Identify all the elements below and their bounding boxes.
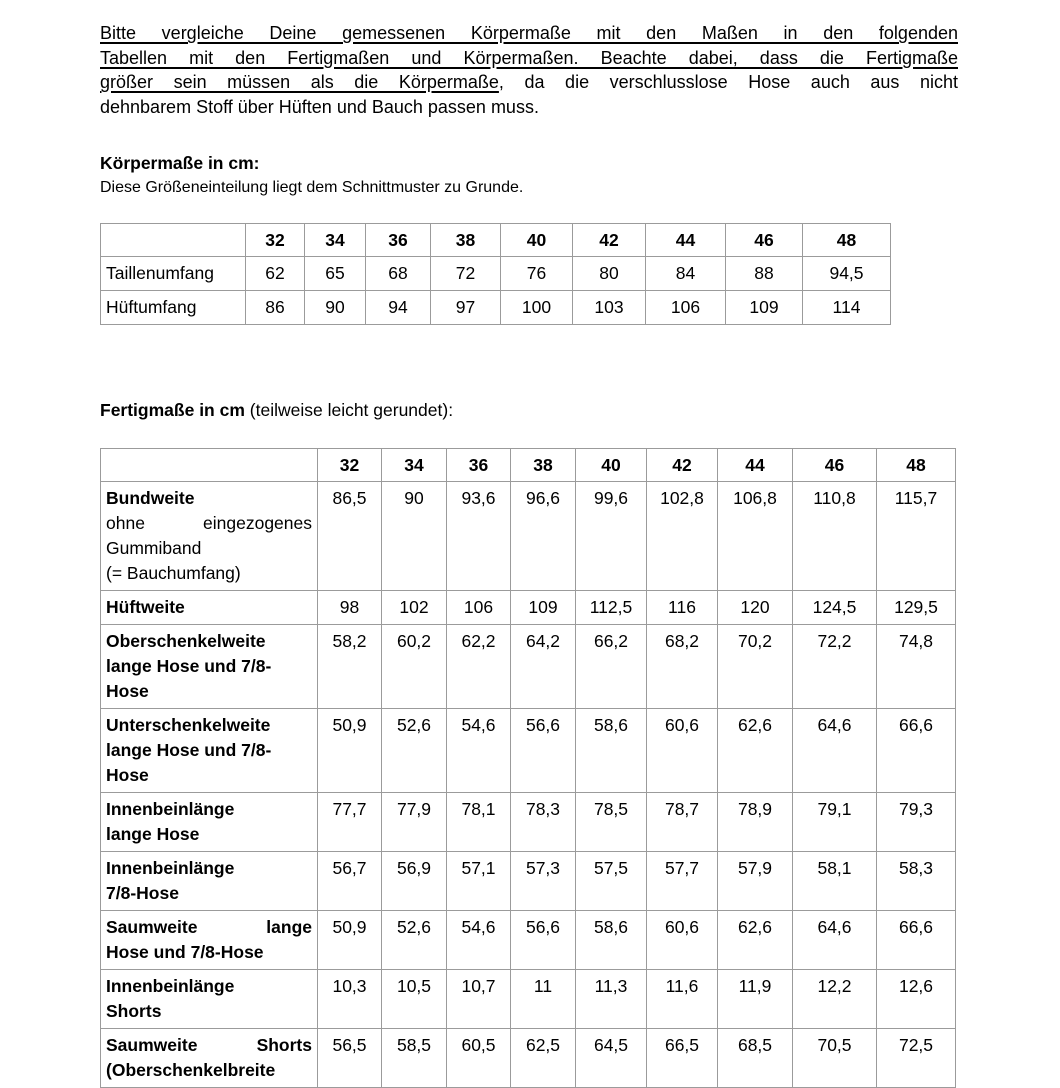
- size-header-cell: 46: [793, 449, 877, 482]
- value-cell: 76: [501, 257, 573, 291]
- row-label-line: Innenbeinlänge: [106, 799, 235, 820]
- value-cell: 80: [573, 257, 646, 291]
- value-cell: 90: [305, 291, 366, 325]
- value-cell: 112,5: [576, 591, 647, 625]
- value-cell: 77,9: [382, 793, 447, 852]
- value-cell: 99,6: [576, 482, 647, 591]
- value-cell: 74,8: [877, 625, 956, 709]
- value-cell: 58,2: [318, 625, 382, 709]
- row-label-cell: [101, 911, 318, 970]
- row-label-cell: [101, 625, 318, 709]
- value-cell: 96,6: [511, 482, 576, 591]
- koerpermasse-table: [100, 223, 891, 325]
- value-cell: 94,5: [803, 257, 891, 291]
- row-label-cell: [101, 482, 318, 591]
- value-cell: 79,1: [793, 793, 877, 852]
- value-cell: 109: [511, 591, 576, 625]
- empty-header-cell: [101, 449, 318, 482]
- table-row: [101, 482, 956, 591]
- row-label-line: Bundweite: [106, 488, 195, 509]
- value-cell: 78,7: [647, 793, 718, 852]
- value-cell: 90: [382, 482, 447, 591]
- row-label-line: Hose: [106, 681, 149, 702]
- value-cell: 78,9: [718, 793, 793, 852]
- empty-header-cell: [101, 224, 246, 257]
- row-label-line: Taillenumfang: [106, 263, 214, 284]
- value-cell: 62,2: [447, 625, 511, 709]
- table-row: [101, 911, 956, 970]
- value-cell: 57,9: [718, 852, 793, 911]
- row-label-line: Innenbeinlänge: [106, 858, 235, 879]
- value-cell: 106,8: [718, 482, 793, 591]
- value-cell: 64,2: [511, 625, 576, 709]
- value-cell: 58,5: [382, 1029, 447, 1088]
- value-cell: 106: [646, 291, 726, 325]
- value-cell: 52,6: [382, 709, 447, 793]
- value-cell: 102,8: [647, 482, 718, 591]
- row-label-line: lange Hose und 7/8-: [106, 656, 272, 677]
- table-row: [101, 970, 956, 1029]
- row-label-line: Oberschenkelweite: [106, 631, 266, 652]
- value-cell: 78,1: [447, 793, 511, 852]
- row-label-line: Shorts: [106, 1001, 162, 1022]
- value-cell: 57,5: [576, 852, 647, 911]
- value-cell: 60,6: [647, 911, 718, 970]
- value-cell: 103: [573, 291, 646, 325]
- table-row: [101, 1029, 956, 1088]
- value-cell: 106: [447, 591, 511, 625]
- size-header-cell: 36: [366, 224, 431, 257]
- size-header-cell: 44: [718, 449, 793, 482]
- size-header-cell: 38: [431, 224, 501, 257]
- row-label-line: Hose: [106, 765, 149, 786]
- size-header-row: [101, 449, 956, 482]
- row-label-line: Saumweite lange: [106, 917, 312, 938]
- value-cell: 60,6: [647, 709, 718, 793]
- value-cell: 60,2: [382, 625, 447, 709]
- size-header-cell: 40: [576, 449, 647, 482]
- value-cell: 11: [511, 970, 576, 1029]
- table-row: [101, 291, 891, 325]
- value-cell: 10,7: [447, 970, 511, 1029]
- fertigmasse-heading-note: (teilweise leicht gerundet):: [244, 400, 454, 421]
- value-cell: 120: [718, 591, 793, 625]
- row-label-line: Unterschenkelweite: [106, 715, 271, 736]
- size-header-cell: 48: [877, 449, 956, 482]
- table-row: [101, 709, 956, 793]
- value-cell: 79,3: [877, 793, 956, 852]
- size-header-cell: 34: [305, 224, 366, 257]
- value-cell: 56,6: [511, 911, 576, 970]
- value-cell: 86: [246, 291, 305, 325]
- row-label-cell: [101, 970, 318, 1029]
- value-cell: 56,7: [318, 852, 382, 911]
- intro-line-2: [100, 46, 958, 71]
- value-cell: 114: [803, 291, 891, 325]
- fertigmasse-table: [100, 448, 956, 1088]
- intro-underlined-text: Tabellen mit den Fertigmaßen und Körpermaßen. Beachte dabei, dass die Fertigmaße: [100, 47, 958, 68]
- size-header-cell: 32: [246, 224, 305, 257]
- row-label-line: Hüftumfang: [106, 297, 197, 318]
- value-cell: 62,6: [718, 709, 793, 793]
- size-header-cell: 46: [726, 224, 803, 257]
- row-label-cell: [101, 709, 318, 793]
- size-header-cell: 42: [647, 449, 718, 482]
- row-label-line: lange Hose: [106, 824, 200, 845]
- row-label-line: Gummiband: [106, 538, 202, 559]
- value-cell: 68,5: [718, 1029, 793, 1088]
- value-cell: 70,5: [793, 1029, 877, 1088]
- value-cell: 93,6: [447, 482, 511, 591]
- row-label-cell: [101, 591, 318, 625]
- size-header-row: [101, 224, 891, 257]
- value-cell: 98: [318, 591, 382, 625]
- value-cell: 97: [431, 291, 501, 325]
- size-header-cell: 44: [646, 224, 726, 257]
- intro-line-1: [100, 21, 958, 46]
- value-cell: 66,6: [877, 911, 956, 970]
- row-label-cell: [101, 793, 318, 852]
- value-cell: 10,3: [318, 970, 382, 1029]
- value-cell: 65: [305, 257, 366, 291]
- value-cell: 64,6: [793, 911, 877, 970]
- value-cell: 124,5: [793, 591, 877, 625]
- value-cell: 68: [366, 257, 431, 291]
- value-cell: 72,5: [877, 1029, 956, 1088]
- value-cell: 60,5: [447, 1029, 511, 1088]
- size-header-cell: 48: [803, 224, 891, 257]
- value-cell: 72,2: [793, 625, 877, 709]
- row-label-line: (= Bauchumfang): [106, 563, 241, 584]
- value-cell: 50,9: [318, 911, 382, 970]
- value-cell: 10,5: [382, 970, 447, 1029]
- value-cell: 66,2: [576, 625, 647, 709]
- fertigmasse-heading-bold: Fertigmaße in cm: [100, 400, 245, 421]
- value-cell: 94: [366, 291, 431, 325]
- value-cell: 62: [246, 257, 305, 291]
- value-cell: 62,5: [511, 1029, 576, 1088]
- row-label-cell: [101, 1029, 318, 1088]
- koerpermasse-subtitle: Diese Größeneinteilung liegt dem Schnittmuster zu Grunde.: [100, 179, 524, 197]
- value-cell: 56,5: [318, 1029, 382, 1088]
- value-cell: 12,6: [877, 970, 956, 1029]
- row-label-line: lange Hose und 7/8-: [106, 740, 272, 761]
- value-cell: 68,2: [647, 625, 718, 709]
- value-cell: 109: [726, 291, 803, 325]
- value-cell: 56,9: [382, 852, 447, 911]
- value-cell: 72: [431, 257, 501, 291]
- intro-line-3: [100, 70, 958, 95]
- size-header-cell: 32: [318, 449, 382, 482]
- value-cell: 11,6: [647, 970, 718, 1029]
- value-cell: 102: [382, 591, 447, 625]
- intro-underlined-text: größer sein müssen als die Körpermaße: [100, 72, 499, 93]
- value-cell: 11,9: [718, 970, 793, 1029]
- value-cell: 58,6: [576, 911, 647, 970]
- value-cell: 66,6: [877, 709, 956, 793]
- intro-underlined-text: Bitte vergleiche Deine gemessenen Körpermaße mit den Maßen in den folgenden: [100, 23, 958, 43]
- row-label-line: ohne eingezogenes: [106, 513, 312, 534]
- row-label-line: Innenbeinlänge: [106, 976, 235, 997]
- value-cell: 12,2: [793, 970, 877, 1029]
- value-cell: 100: [501, 291, 573, 325]
- value-cell: 62,6: [718, 911, 793, 970]
- row-label-cell: [101, 257, 246, 291]
- row-label-cell: [101, 291, 246, 325]
- intro-paragraph: [100, 21, 958, 119]
- value-cell: 58,3: [877, 852, 956, 911]
- value-cell: 64,6: [793, 709, 877, 793]
- value-cell: 54,6: [447, 911, 511, 970]
- row-label-cell: [101, 852, 318, 911]
- row-label-line: Hüftweite: [106, 597, 185, 618]
- table-row: [101, 591, 956, 625]
- row-label-line: Saumweite Shorts: [106, 1035, 312, 1056]
- value-cell: 86,5: [318, 482, 382, 591]
- value-cell: 78,5: [576, 793, 647, 852]
- row-label-line: (Oberschenkelbreite: [106, 1060, 276, 1081]
- table-row: [101, 793, 956, 852]
- value-cell: 70,2: [718, 625, 793, 709]
- size-header-cell: 34: [382, 449, 447, 482]
- fertigmasse-heading: [100, 400, 958, 421]
- value-cell: 115,7: [877, 482, 956, 591]
- value-cell: 66,5: [647, 1029, 718, 1088]
- value-cell: 11,3: [576, 970, 647, 1029]
- value-cell: 88: [726, 257, 803, 291]
- value-cell: 57,3: [511, 852, 576, 911]
- size-header-cell: 40: [501, 224, 573, 257]
- value-cell: 58,6: [576, 709, 647, 793]
- table-row: [101, 625, 956, 709]
- value-cell: 54,6: [447, 709, 511, 793]
- value-cell: 84: [646, 257, 726, 291]
- value-cell: 110,8: [793, 482, 877, 591]
- value-cell: 64,5: [576, 1029, 647, 1088]
- row-label-line: Hose und 7/8-Hose: [106, 942, 264, 963]
- value-cell: 52,6: [382, 911, 447, 970]
- value-cell: 50,9: [318, 709, 382, 793]
- value-cell: 116: [647, 591, 718, 625]
- value-cell: 57,1: [447, 852, 511, 911]
- value-cell: 129,5: [877, 591, 956, 625]
- koerpermasse-heading: Körpermaße in cm:: [100, 153, 260, 174]
- size-header-cell: 42: [573, 224, 646, 257]
- table-row: [101, 257, 891, 291]
- value-cell: 77,7: [318, 793, 382, 852]
- value-cell: 57,7: [647, 852, 718, 911]
- table-row: [101, 852, 956, 911]
- size-header-cell: 38: [511, 449, 576, 482]
- value-cell: 56,6: [511, 709, 576, 793]
- intro-normal-text: , da die verschlusslose Hose auch aus nicht: [498, 72, 958, 93]
- intro-line-4: dehnbarem Stoff über Hüften und Bauch passen muss.: [100, 96, 539, 117]
- size-header-cell: 36: [447, 449, 511, 482]
- value-cell: 78,3: [511, 793, 576, 852]
- value-cell: 58,1: [793, 852, 877, 911]
- row-label-line: 7/8-Hose: [106, 883, 179, 904]
